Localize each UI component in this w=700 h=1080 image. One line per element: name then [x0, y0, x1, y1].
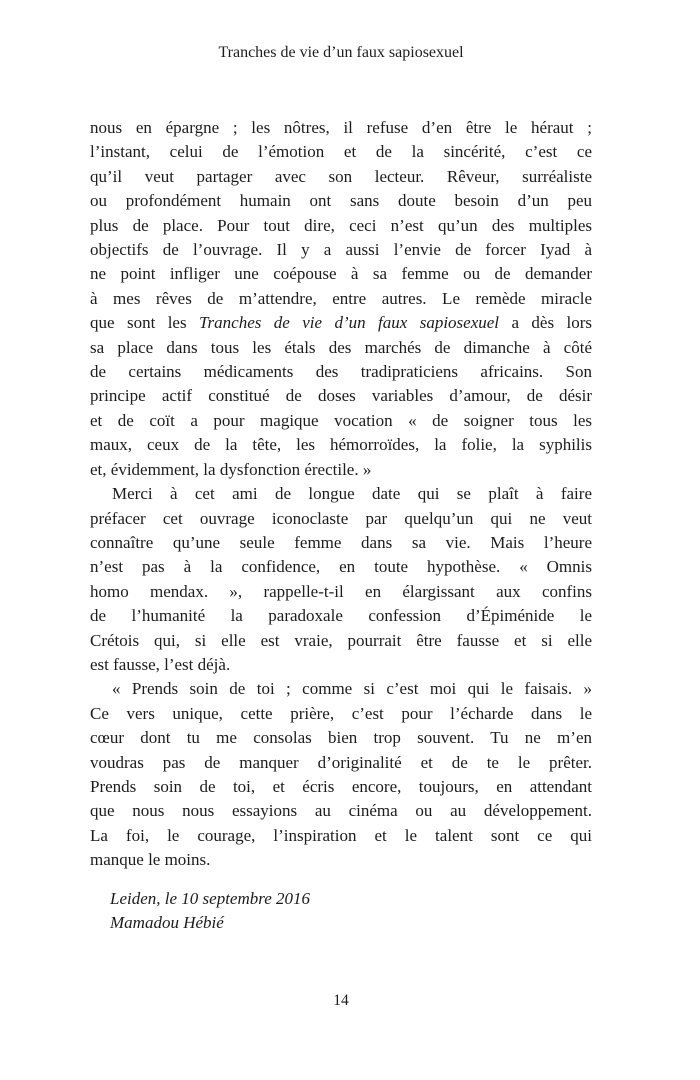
- text-line: [90, 140, 592, 164]
- text-segment: La foi, le courage, l’inspiration et le talent sont ce qui: [90, 825, 592, 845]
- text-segment: ou profondément humain ont sans doute besoin d’un peu: [90, 191, 592, 211]
- text-line: [90, 702, 592, 726]
- text-line: [90, 214, 592, 238]
- text-segment: Prends soin de toi, et écris encore, toujours, en attendant: [90, 776, 592, 796]
- text-line: [90, 482, 592, 506]
- text-line: [90, 824, 592, 848]
- text-line: [90, 336, 592, 360]
- text-segment: n’est pas à la confidence, en toute hypothèse. « Omnis: [90, 557, 592, 577]
- text-line: [90, 409, 592, 433]
- text-segment: a dès lors: [499, 313, 592, 333]
- book-title-italic: Tranches de vie d’un faux sapiosexuel: [199, 313, 500, 333]
- text-line: [90, 751, 592, 775]
- text-segment: manque le moins.: [90, 850, 211, 870]
- text-segment: sa place dans tous les étals des marchés de dimanche à côté: [90, 337, 592, 357]
- text-line: [90, 604, 592, 628]
- text-line: [90, 726, 592, 750]
- signature-date: Leiden, le 10 septembre 2016: [110, 889, 311, 908]
- text-segment: Ce vers unique, cette prière, c’est pour l’écharde dans le: [90, 703, 592, 723]
- text-segment: cœur dont tu me consolas bien trop souvent. Tu ne m’en: [90, 728, 592, 748]
- text-line: [90, 238, 592, 262]
- body-text: [90, 116, 592, 873]
- text-segment: à mes rêves de m’attendre, entre autres. Le remède miracle: [90, 288, 592, 308]
- text-line: [90, 189, 592, 213]
- text-segment: voudras pas de manquer d’originalité et de te le prêter.: [90, 752, 592, 772]
- text-segment: l’instant, celui de l’émotion et de la sincérité, c’est ce: [90, 142, 592, 162]
- text-segment: connaître qu’une seule femme dans sa vie. Mais l’heure: [90, 532, 592, 552]
- text-line: [90, 555, 592, 579]
- text-line: [90, 531, 592, 555]
- text-segment: qu’il veut partager avec son lecteur. Rêveur, surréaliste: [90, 166, 592, 186]
- text-segment: Merci à cet ami de longue date qui se plaît à faire: [112, 484, 592, 504]
- text-segment: principe actif constitué de doses variables d’amour, de désir: [90, 386, 592, 406]
- text-line: [90, 629, 592, 653]
- text-segment: est fausse, l’est déjà.: [90, 654, 231, 674]
- text-line: [90, 848, 592, 872]
- text-segment: Crétois qui, si elle est vraie, pourrait être fausse et si elle: [90, 630, 592, 650]
- text-line: [90, 311, 592, 335]
- text-segment: que sont les: [90, 313, 200, 333]
- text-segment: plus de place. Pour tout dire, ceci n’est qu’un des multiples: [90, 215, 592, 235]
- signature-block: [110, 887, 310, 936]
- text-line: [90, 262, 592, 286]
- text-segment: nous en épargne ; les nôtres, il refuse d’en être le héraut ;: [90, 118, 592, 137]
- text-line: [90, 775, 592, 799]
- text-segment: maux, ceux de la tête, les hémorroïdes, la folie, la syphilis: [90, 435, 592, 455]
- text-segment: ne point infliger une coépouse à sa femme ou de demander: [90, 264, 592, 284]
- text-line: [90, 580, 592, 604]
- text-segment: homo mendax. », rappelle-t-il en élargissant aux confins: [90, 581, 592, 601]
- text-line: [90, 507, 592, 531]
- text-line: [90, 653, 592, 677]
- text-segment: préfacer cet ouvrage iconoclaste par quelqu’un qui ne veut: [90, 508, 592, 528]
- text-line: [90, 165, 592, 189]
- text-segment: objectifs de l’ouvrage. Il y a aussi l’envie de forcer Iyad à: [90, 240, 592, 260]
- text-segment: et, évidemment, la dysfonction érectile. »: [90, 459, 372, 479]
- signature-author: Mamadou Hébié: [110, 913, 224, 933]
- text-segment: « Prends soin de toi ; comme si c’est moi qui le faisais. »: [112, 679, 592, 699]
- text-line: [90, 799, 592, 823]
- text-line: [90, 458, 592, 482]
- text-segment: que nous nous essayions au cinéma ou au développement.: [90, 801, 592, 821]
- text-line: [90, 677, 592, 701]
- text-segment: de l’humanité la paradoxale confession d’Épiménide le: [90, 606, 592, 626]
- text-line: [90, 433, 592, 457]
- text-line: [90, 116, 592, 140]
- text-segment: et de coït a pour magique vocation « de soigner tous les: [90, 410, 592, 430]
- text-line: [90, 384, 592, 408]
- page-number: 14: [333, 992, 349, 1009]
- text-segment: de certains médicaments des tradipraticiens africains. Son: [90, 362, 592, 382]
- text-line: [90, 360, 592, 384]
- text-line: [90, 287, 592, 311]
- running-head: Tranches de vie d’un faux sapiosexuel: [218, 44, 464, 61]
